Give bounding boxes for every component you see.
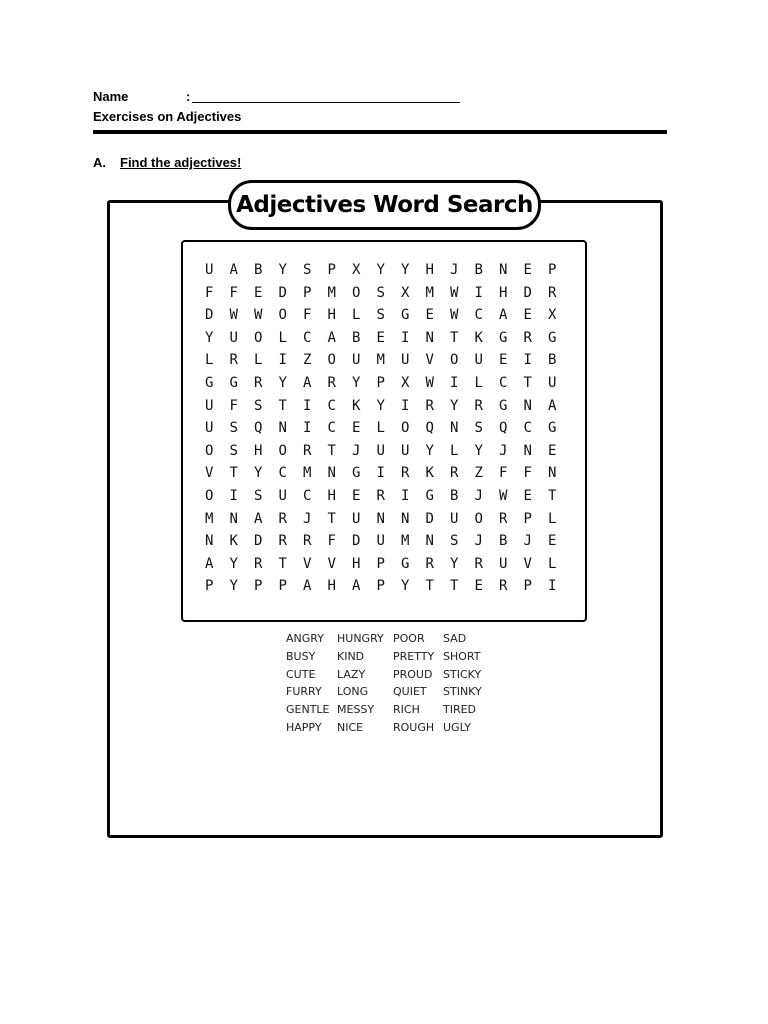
grid-letter[interactable]: Y [352,374,361,391]
grid-letter[interactable]: S [254,487,263,504]
word-list-item: TIRED [443,703,477,717]
grid-letter[interactable]: U [401,442,410,459]
grid-letter[interactable]: V [205,465,214,482]
grid-letter[interactable]: W [450,307,459,324]
grid-letter[interactable]: G [499,329,508,346]
grid-letter[interactable]: U [376,442,385,459]
grid-letter[interactable]: A [327,329,336,346]
grid-letter[interactable]: Y [376,262,385,278]
grid-letter[interactable]: T [523,374,532,391]
grid-letter[interactable]: R [229,352,238,369]
grid-letter[interactable]: N [229,510,238,527]
grid-letter[interactable]: P [523,578,532,595]
grid-letter[interactable]: R [425,397,434,414]
grid-letter[interactable]: C [474,307,483,324]
grid-letter[interactable]: F [205,284,214,301]
grid-letter[interactable]: R [376,487,385,504]
grid-letter[interactable]: N [205,533,214,550]
grid-letter[interactable]: E [499,352,508,369]
grid-letter[interactable]: O [474,510,483,527]
grid-letter[interactable]: E [376,329,385,346]
grid-letter[interactable]: T [450,578,459,595]
grid-letter[interactable]: N [523,397,532,414]
grid-letter[interactable]: J [474,533,483,550]
grid-letter[interactable]: P [303,284,312,301]
grid-letter[interactable]: W [499,487,508,504]
grid-letter[interactable]: E [352,420,361,437]
grid-letter[interactable]: N [425,329,434,346]
word-list-item: BUSY [286,649,316,663]
grid-letter[interactable]: X [401,374,410,391]
grid-letter[interactable]: H [327,307,336,324]
grid-letter[interactable]: D [254,533,263,550]
grid-letter[interactable]: M [205,510,214,527]
grid-letter[interactable]: U [401,352,410,369]
grid-letter[interactable]: I [548,578,557,595]
grid-letter[interactable]: R [548,284,557,301]
grid-letter[interactable]: K [229,533,238,550]
grid-letter[interactable]: V [327,555,336,572]
grid-letter[interactable]: Y [401,262,410,278]
grid-letter[interactable]: A [254,510,263,527]
grid-letter[interactable]: W [425,374,434,391]
word-list-item: MESSY [337,703,375,717]
grid-letter[interactable]: H [425,262,434,278]
grid-letter[interactable]: U [229,329,238,346]
word-list-item: PRETTY [393,649,435,663]
grid-letter[interactable]: P [548,262,557,278]
word-list-item: HAPPY [286,720,322,734]
grid-letter[interactable]: U [352,352,361,369]
grid-letter[interactable]: U [499,555,508,572]
grid-letter[interactable]: B [254,262,263,278]
grid-letter[interactable]: H [327,487,336,504]
grid-letter[interactable]: C [327,397,336,414]
grid-letter[interactable]: S [376,284,385,301]
grid-letter[interactable]: A [303,578,312,595]
grid-letter[interactable]: Y [254,465,263,482]
grid-letter[interactable]: N [450,420,459,437]
grid-letter[interactable]: W [254,307,263,324]
grid-letter[interactable]: R [474,397,483,414]
grid-letter[interactable]: R [523,329,532,346]
grid-letter[interactable]: R [474,555,483,572]
name-colon: : [186,89,191,104]
grid-letter[interactable]: E [474,578,483,595]
grid-letter[interactable]: J [303,510,312,527]
grid-letter[interactable]: R [254,374,263,391]
grid-letter[interactable]: I [450,374,459,391]
grid-letter[interactable]: S [474,420,483,437]
word-list-item: RICH [393,703,420,717]
grid-letter[interactable]: S [303,262,312,278]
grid-letter[interactable]: T [425,578,434,595]
grid-letter[interactable]: N [425,533,434,550]
grid-letter[interactable]: M [425,284,434,301]
grid-letter[interactable]: Y [278,262,287,278]
grid-letter[interactable]: L [474,374,483,391]
grid-letter[interactable]: E [352,487,361,504]
grid-letter[interactable]: A [499,307,508,324]
grid-letter[interactable]: G [229,374,238,391]
grid-letter[interactable]: X [352,262,361,278]
grid-letter[interactable]: F [523,465,532,482]
grid-letter[interactable]: P [205,578,214,595]
grid-letter[interactable]: B [474,262,483,278]
grid-letter[interactable]: B [548,352,557,369]
grid-letter[interactable]: C [499,374,508,391]
grid-letter[interactable]: E [523,487,532,504]
grid-letter[interactable]: R [254,555,263,572]
section-number: A. [93,155,106,170]
grid-letter[interactable]: E [523,307,532,324]
grid-letter[interactable]: E [548,442,557,459]
grid-letter[interactable]: R [425,555,434,572]
grid-letter[interactable]: O [352,284,361,301]
grid-letter[interactable]: L [548,555,557,572]
word-list-item: HUNGRY [337,632,384,645]
grid-letter[interactable]: K [352,397,361,414]
word-list-item: GENTLE [286,703,330,717]
grid-letter[interactable]: T [278,397,287,414]
grid-letter[interactable]: O [278,307,287,324]
grid-letter[interactable]: J [352,442,361,459]
grid-letter[interactable]: D [205,307,214,324]
grid-letter[interactable]: E [254,284,263,301]
grid-letter[interactable]: G [425,487,434,504]
grid-letter[interactable]: I [303,397,312,414]
word-list-item: LONG [337,685,369,699]
grid-letter[interactable]: G [499,397,508,414]
word-list-item: CUTE [286,667,316,681]
grid-letter[interactable]: L [548,510,557,527]
grid-letter[interactable]: D [523,284,532,301]
word-list-item: NICE [337,720,364,734]
grid-letter[interactable]: A [205,555,214,572]
grid-letter[interactable]: H [499,284,508,301]
grid-letter[interactable]: J [474,487,483,504]
grid-letter[interactable]: Y [229,578,238,595]
grid-letter[interactable]: G [548,420,557,437]
grid-letter[interactable]: E [523,262,532,278]
grid-letter[interactable]: O [254,329,263,346]
word-list [286,630,493,737]
grid-letter[interactable]: I [401,397,410,414]
grid-letter[interactable]: O [205,487,214,504]
grid-letter[interactable]: L [376,420,385,437]
grid-letter[interactable]: I [229,487,238,504]
grid-letter[interactable]: I [401,487,410,504]
grid-letter[interactable]: P [327,262,336,278]
grid-letter[interactable]: U [205,262,214,278]
word-list-item: SAD [443,632,467,645]
grid-letter[interactable]: I [474,284,483,301]
grid-letter[interactable]: U [205,420,214,437]
grid-letter[interactable]: T [327,510,336,527]
grid-letter[interactable]: P [376,555,385,572]
word-list-item: UGLY [443,720,471,734]
puzzle-title: Adjectives Word Search [228,180,541,230]
grid-letter[interactable]: W [450,284,459,301]
grid-letter[interactable]: T [548,487,557,504]
grid-letter[interactable]: C [327,420,336,437]
grid-letter[interactable]: A [352,578,361,595]
grid-letter[interactable]: Y [450,555,459,572]
grid-letter[interactable]: T [450,329,459,346]
word-list-item: STICKY [443,667,482,681]
grid-letter[interactable]: N [401,510,410,527]
grid-letter[interactable]: O [401,420,410,437]
grid-letter[interactable]: K [474,329,483,346]
grid-letter[interactable]: Z [303,352,312,369]
grid-letter[interactable]: P [376,374,385,391]
grid-letter[interactable]: U [376,533,385,550]
grid-letter[interactable]: Z [474,465,483,482]
grid-letter[interactable]: L [450,442,459,459]
grid-letter[interactable]: P [523,510,532,527]
grid-letter[interactable]: Y [425,442,434,459]
grid-letter[interactable]: H [327,578,336,595]
grid-letter[interactable]: P [254,578,263,595]
grid-letter[interactable]: X [401,284,410,301]
grid-letter[interactable]: E [425,307,434,324]
grid-letter[interactable]: O [327,352,336,369]
grid-letter[interactable]: U [205,397,214,414]
grid-letter[interactable]: F [327,533,336,550]
grid-letter[interactable]: W [229,307,238,324]
grid-letter[interactable]: A [303,374,312,391]
grid-letter[interactable]: M [401,533,410,550]
worksheet-subtitle: Exercises on Adjectives [93,109,242,124]
grid-letter[interactable]: B [499,533,508,550]
grid-letter[interactable]: E [548,533,557,550]
grid-letter[interactable]: P [278,578,287,595]
word-list-item: FURRY [286,685,322,699]
grid-letter[interactable]: H [352,555,361,572]
grid-letter[interactable]: R [278,533,287,550]
grid-letter[interactable]: Y [401,578,410,595]
grid-letter[interactable]: T [327,442,336,459]
grid-letter[interactable]: V [425,352,434,369]
grid-letter[interactable]: Y [205,329,214,346]
grid-letter[interactable]: U [352,510,361,527]
grid-letter[interactable]: S [229,420,238,437]
grid-letter[interactable]: G [352,465,361,482]
name-label: Name [93,89,129,104]
grid-letter[interactable]: Y [229,555,238,572]
grid-letter[interactable]: M [376,352,385,369]
grid-letter[interactable]: N [523,442,532,459]
grid-letter[interactable]: N [278,420,287,437]
grid-letter[interactable]: S [376,307,385,324]
grid-letter[interactable]: R [499,578,508,595]
grid-letter[interactable]: R [327,374,336,391]
grid-letter[interactable]: N [376,510,385,527]
grid-letter[interactable]: R [401,465,410,482]
grid-letter[interactable]: L [278,329,287,346]
grid-letter[interactable]: L [205,352,214,369]
letter-grid [197,259,565,598]
grid-letter[interactable]: F [229,397,238,414]
grid-letter[interactable]: I [303,420,312,437]
grid-letter[interactable]: R [303,533,312,550]
grid-letter[interactable]: R [450,465,459,482]
grid-letter[interactable]: S [229,442,238,459]
header-divider [93,130,667,134]
grid-letter[interactable]: T [229,465,238,482]
word-list-item: KIND [337,649,365,663]
grid-letter[interactable]: C [278,465,287,482]
grid-letter[interactable]: K [425,465,434,482]
grid-letter[interactable]: F [499,465,508,482]
grid-letter[interactable]: F [303,307,312,324]
grid-letter[interactable]: P [376,578,385,595]
grid-letter[interactable]: U [474,352,483,369]
grid-letter[interactable]: Y [474,442,483,459]
grid-letter[interactable]: B [450,487,459,504]
grid-letter[interactable]: Y [450,397,459,414]
grid-letter[interactable]: O [205,442,214,459]
grid-letter[interactable]: N [327,465,336,482]
grid-letter[interactable]: L [352,307,361,324]
grid-letter[interactable]: N [499,262,508,278]
grid-letter[interactable]: I [376,465,385,482]
grid-letter[interactable]: D [352,533,361,550]
grid-letter[interactable]: S [254,397,263,414]
grid-letter[interactable]: Q [499,420,508,437]
grid-letter[interactable]: J [450,262,459,278]
grid-letter[interactable]: T [278,555,287,572]
grid-letter[interactable]: X [548,307,557,324]
word-list-item: ROUGH [393,720,435,734]
grid-letter[interactable]: G [205,374,214,391]
grid-letter[interactable]: O [278,442,287,459]
grid-letter[interactable]: O [450,352,459,369]
grid-letter[interactable]: N [548,465,557,482]
grid-letter[interactable]: C [523,420,532,437]
grid-letter[interactable]: B [352,329,361,346]
grid-letter[interactable]: U [450,510,459,527]
word-list-item: POOR [393,632,425,645]
grid-letter[interactable]: Y [376,397,385,414]
grid-letter[interactable]: G [401,307,410,324]
grid-letter[interactable]: C [303,329,312,346]
grid-letter[interactable]: F [229,284,238,301]
grid-letter[interactable]: J [523,533,532,550]
grid-letter[interactable]: J [499,442,508,459]
word-list-item: QUIET [393,685,427,699]
grid-letter[interactable]: Y [278,374,287,391]
grid-letter[interactable]: I [523,352,532,369]
word-list-item: STINKY [443,685,482,699]
grid-letter[interactable]: I [401,329,410,346]
grid-letter[interactable]: U [548,374,557,391]
word-list-item: SHORT [443,649,481,663]
word-list-item: ANGRY [286,632,324,645]
grid-letter[interactable]: M [327,284,336,301]
grid-letter[interactable]: H [254,442,263,459]
grid-letter[interactable]: Q [254,420,263,437]
grid-letter[interactable]: V [523,555,532,572]
grid-letter[interactable]: R [303,442,312,459]
grid-letter[interactable]: I [278,352,287,369]
grid-letter[interactable]: V [303,555,312,572]
word-list-item: PROUD [393,667,433,681]
grid-letter[interactable]: R [278,510,287,527]
grid-letter[interactable]: Q [425,420,434,437]
word-list-item: LAZY [337,667,366,681]
grid-letter[interactable]: U [278,487,287,504]
grid-letter[interactable]: A [548,397,557,414]
grid-letter[interactable]: G [548,329,557,346]
grid-letter[interactable]: L [254,352,263,369]
grid-letter[interactable]: A [229,262,238,278]
grid-letter[interactable]: D [278,284,287,301]
grid-letter[interactable]: G [401,555,410,572]
grid-letter[interactable]: M [303,465,312,482]
name-blank-line[interactable] [192,102,460,103]
grid-letter[interactable]: R [499,510,508,527]
grid-letter[interactable]: S [450,533,459,550]
grid-letter[interactable]: D [425,510,434,527]
section-title: Find the adjectives! [120,155,242,170]
grid-letter[interactable]: C [303,487,312,504]
